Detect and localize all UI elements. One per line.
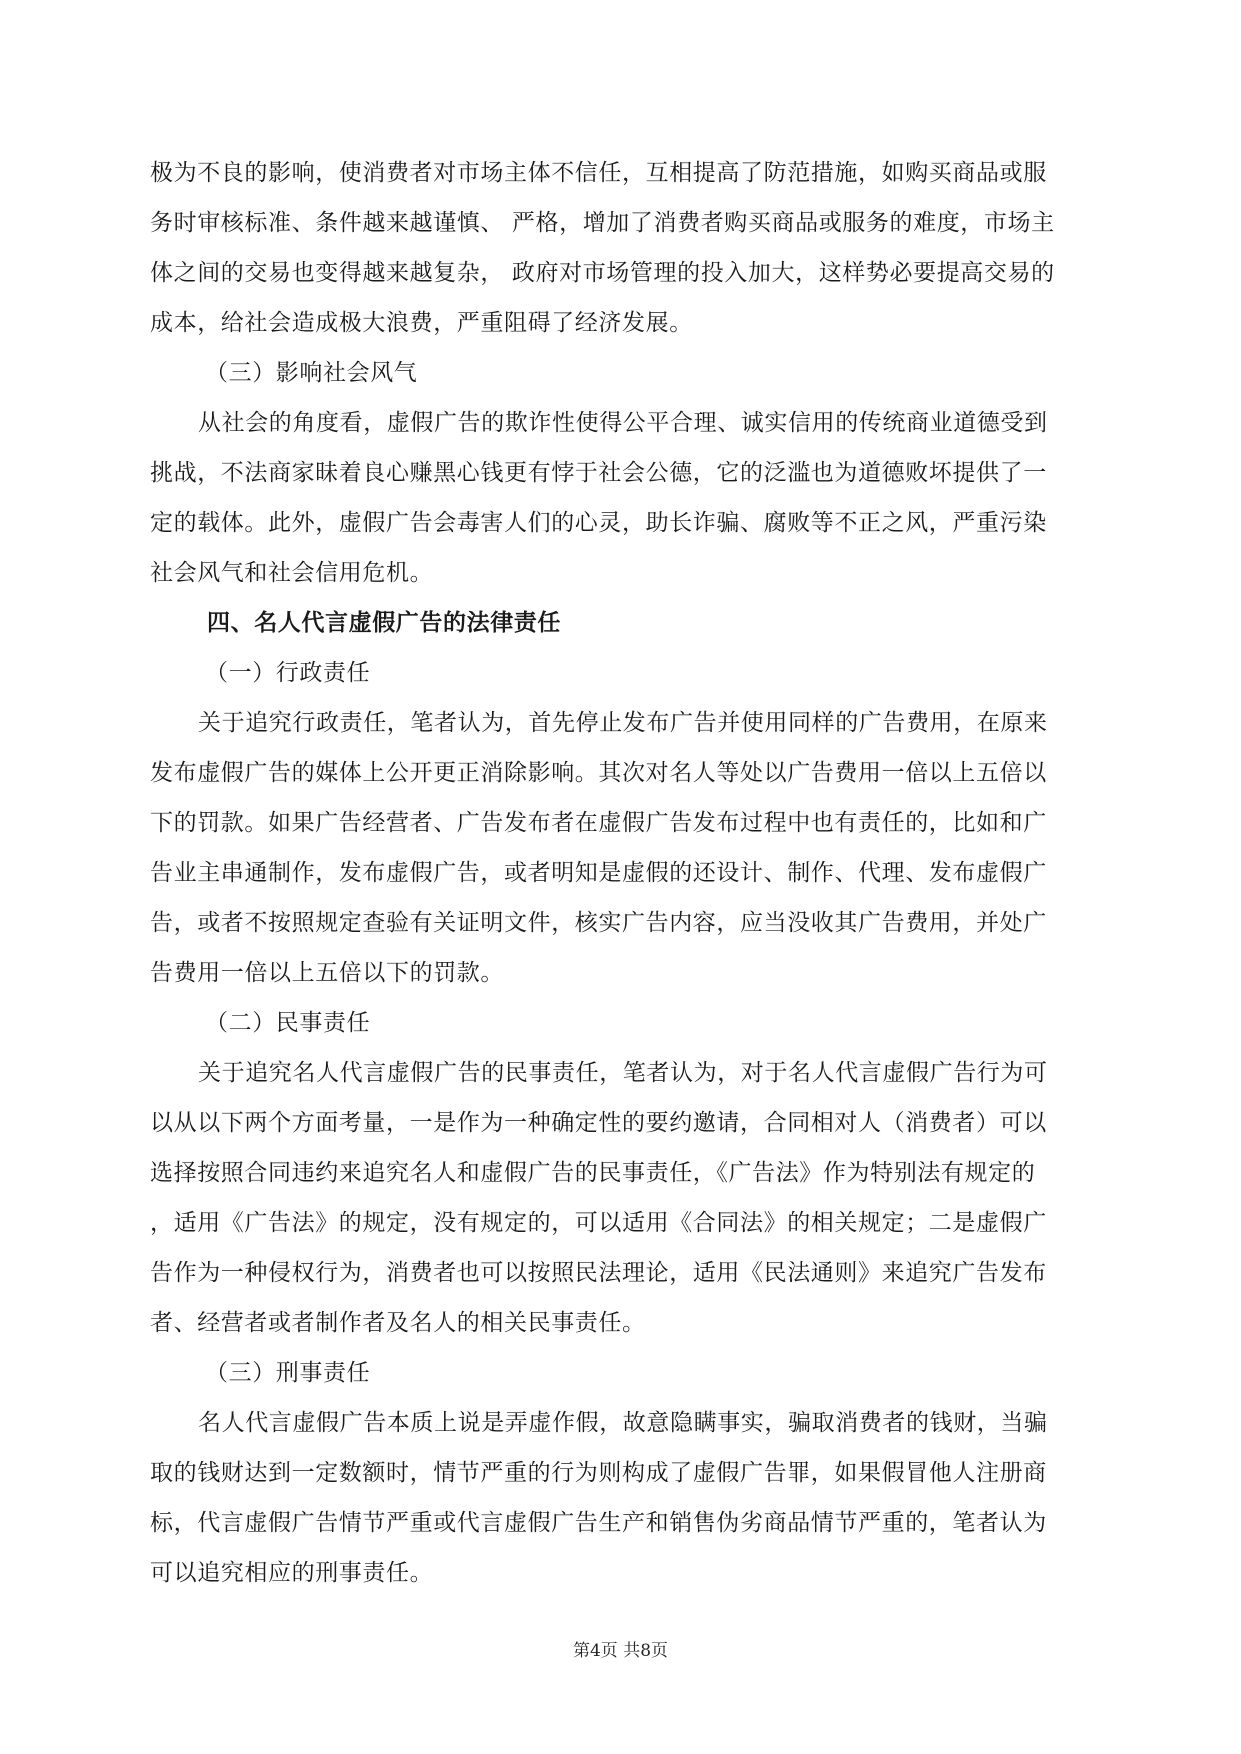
paragraph-line: 极为不良的影响，使消费者对市场主体不信任，互相提高了防范措施，如购买商品或服 <box>150 160 1047 186</box>
paragraph-line: 告业主串通制作，发布虚假广告，或者明知是虚假的还设计、制作、代理、发布虚假广 <box>150 860 1047 886</box>
paragraph-line: 名人代言虚假广告本质上说是弄虚作假，故意隐瞒事实，骗取消费者的钱财，当骗 <box>198 1410 1048 1436</box>
paragraph-line: 告费用一倍以上五倍以下的罚款。 <box>150 960 504 986</box>
subheading: （三）影响社会风气 <box>205 360 418 386</box>
subheading: （三）刑事责任 <box>205 1360 371 1386</box>
paragraph-line: 者、经营者或者制作者及名人的相关民事责任。 <box>150 1310 646 1336</box>
section-heading: 四、名人代言虚假广告的法律责任 <box>207 609 561 636</box>
paragraph-line: 告，或者不按照规定查验有关证明文件，核实广告内容，应当没收其广告费用，并处广 <box>150 910 1047 936</box>
page-number: 第4页 共8页 <box>572 1641 669 1661</box>
paragraph-line: ，适用《广告法》的规定，没有规定的，可以适用《合同法》的相关规定；二是虚假广 <box>150 1210 1047 1236</box>
paragraph-line: 以从以下两个方面考量，一是作为一种确定性的要约邀请，合同相对人（消费者）可以 <box>150 1110 1047 1136</box>
paragraph-line: 关于追究行政责任，笔者认为，首先停止发布广告并使用同样的广告费用，在原来 <box>198 710 1048 736</box>
paragraph-line: 下的罚款。如果广告经营者、广告发布者在虚假广告发布过程中也有责任的，比如和广 <box>150 810 1047 836</box>
paragraph-line: 体之间的交易也变得越来越复杂， 政府对市场管理的投入加大，这样势必要提高交易的 <box>150 260 1055 286</box>
paragraph-line: 从社会的角度看，虚假广告的欺诈性使得公平合理、诚实信用的传统商业道德受到 <box>198 410 1048 436</box>
paragraph-line: 发布虚假广告的媒体上公开更正消除影响。其次对名人等处以广告费用一倍以上五倍以 <box>150 760 1047 786</box>
paragraph-line: 挑战，不法商家昧着良心赚黑心钱更有悖于社会公德，它的泛滥也为道德败坏提供了一 <box>150 460 1047 486</box>
paragraph-line: 关于追究名人代言虚假广告的民事责任，笔者认为，对于名人代言虚假广告行为可 <box>198 1060 1048 1086</box>
subheading: （二）民事责任 <box>205 1010 371 1036</box>
paragraph-line: 告作为一种侵权行为，消费者也可以按照民法理论，适用《民法通则》来追究广告发布 <box>150 1260 1047 1286</box>
subheading: （一）行政责任 <box>205 660 371 686</box>
paragraph-line: 社会风气和社会信用危机。 <box>150 560 434 586</box>
paragraph-line: 标，代言虚假广告情节严重或代言虚假广告生产和销售伪劣商品情节严重的，笔者认为 <box>150 1510 1047 1536</box>
paragraph-line: 定的载体。此外，虚假广告会毒害人们的心灵，助长诈骗、腐败等不正之风，严重污染 <box>150 510 1047 536</box>
paragraph-line: 选择按照合同违约来追究名人和虚假广告的民事责任，《广告法》作为特别法有规定的 <box>150 1160 1036 1186</box>
paragraph-line: 务时审核标准、条件越来越谨慎、 严格，增加了消费者购买商品或服务的难度，市场主 <box>150 210 1055 236</box>
paragraph-line: 取的钱财达到一定数额时，情节严重的行为则构成了虚假广告罪，如果假冒他人注册商 <box>150 1460 1047 1486</box>
paragraph-line: 成本，给社会造成极大浪费，严重阻碍了经济发展。 <box>150 310 693 336</box>
paragraph-line: 可以追究相应的刑事责任。 <box>150 1560 434 1586</box>
